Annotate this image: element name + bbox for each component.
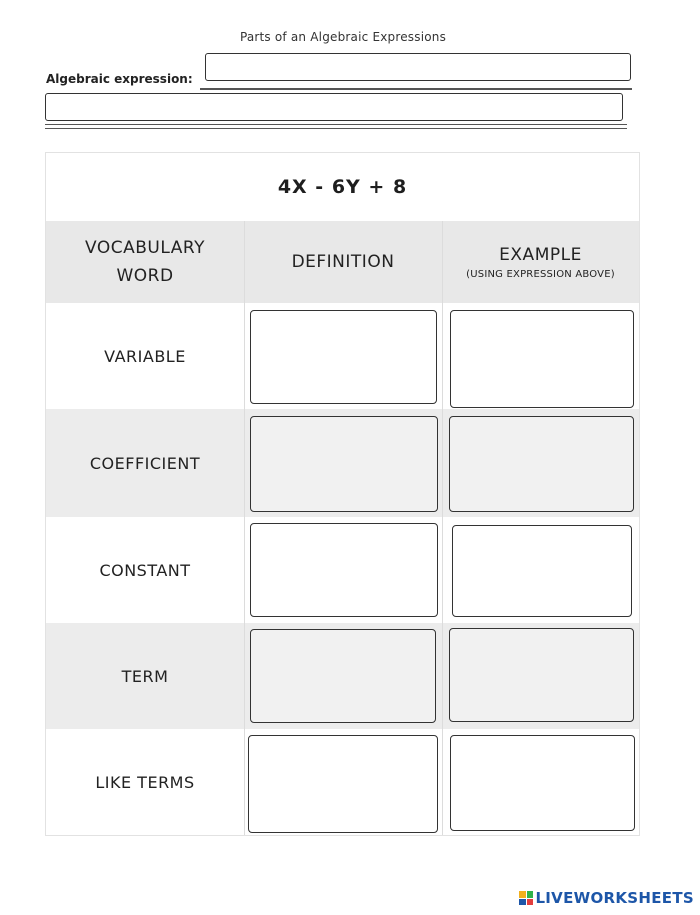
row-coefficient: [46, 409, 639, 517]
vocab-word: TERM: [121, 666, 169, 686]
definition-answer-box[interactable]: [250, 629, 436, 723]
liveworksheets-watermark: [519, 889, 694, 907]
table-expression: 4X - 6Y + 8: [277, 176, 408, 198]
header-example-note: (USING EXPRESSION ABOVE): [466, 268, 615, 280]
vocab-word: CONSTANT: [99, 560, 191, 580]
example-answer-box[interactable]: [449, 416, 634, 512]
example-answer-box[interactable]: [449, 628, 634, 722]
definition-answer-box[interactable]: [250, 310, 437, 404]
vocab-word: COEFFICIENT: [89, 453, 201, 473]
header-row: [46, 221, 639, 303]
definition-answer-box[interactable]: [250, 523, 438, 617]
example-answer-box[interactable]: [452, 525, 632, 617]
definition-answer-box[interactable]: [248, 735, 438, 833]
section-divider: [45, 124, 627, 129]
header-example-text: EXAMPLE: [499, 244, 582, 265]
header-vocabulary-word: [46, 221, 244, 303]
page-title: Parts of an Algebraic Expressions: [239, 30, 447, 44]
row-like-terms: [46, 729, 639, 835]
vocab-word: LIKE TERMS: [95, 772, 195, 792]
expression-label: Algebraic expression:: [46, 72, 193, 86]
expression-underline: [200, 88, 632, 90]
example-answer-box[interactable]: [450, 310, 634, 408]
watermark-text: LIVEWORKSHEETS: [535, 889, 694, 907]
row-term: [46, 623, 639, 729]
row-variable: [46, 303, 639, 409]
definition-answer-box[interactable]: [250, 416, 438, 512]
expression-input-2[interactable]: [45, 93, 623, 121]
expression-input-1[interactable]: [205, 53, 631, 81]
vocab-word: VARIABLE: [104, 346, 186, 366]
header-example: [442, 221, 639, 303]
example-answer-box[interactable]: [450, 735, 635, 831]
vocabulary-table: [45, 152, 640, 836]
header-definition-text: DEFINITION: [291, 252, 395, 272]
expression-row: [46, 153, 639, 221]
header-vocabulary-text: VOCABULARY WORD: [85, 238, 205, 286]
column-divider: [442, 221, 443, 835]
column-divider: [244, 221, 245, 835]
liveworksheets-logo-icon: [519, 891, 533, 905]
row-constant: [46, 517, 639, 623]
header-definition: [244, 221, 442, 303]
